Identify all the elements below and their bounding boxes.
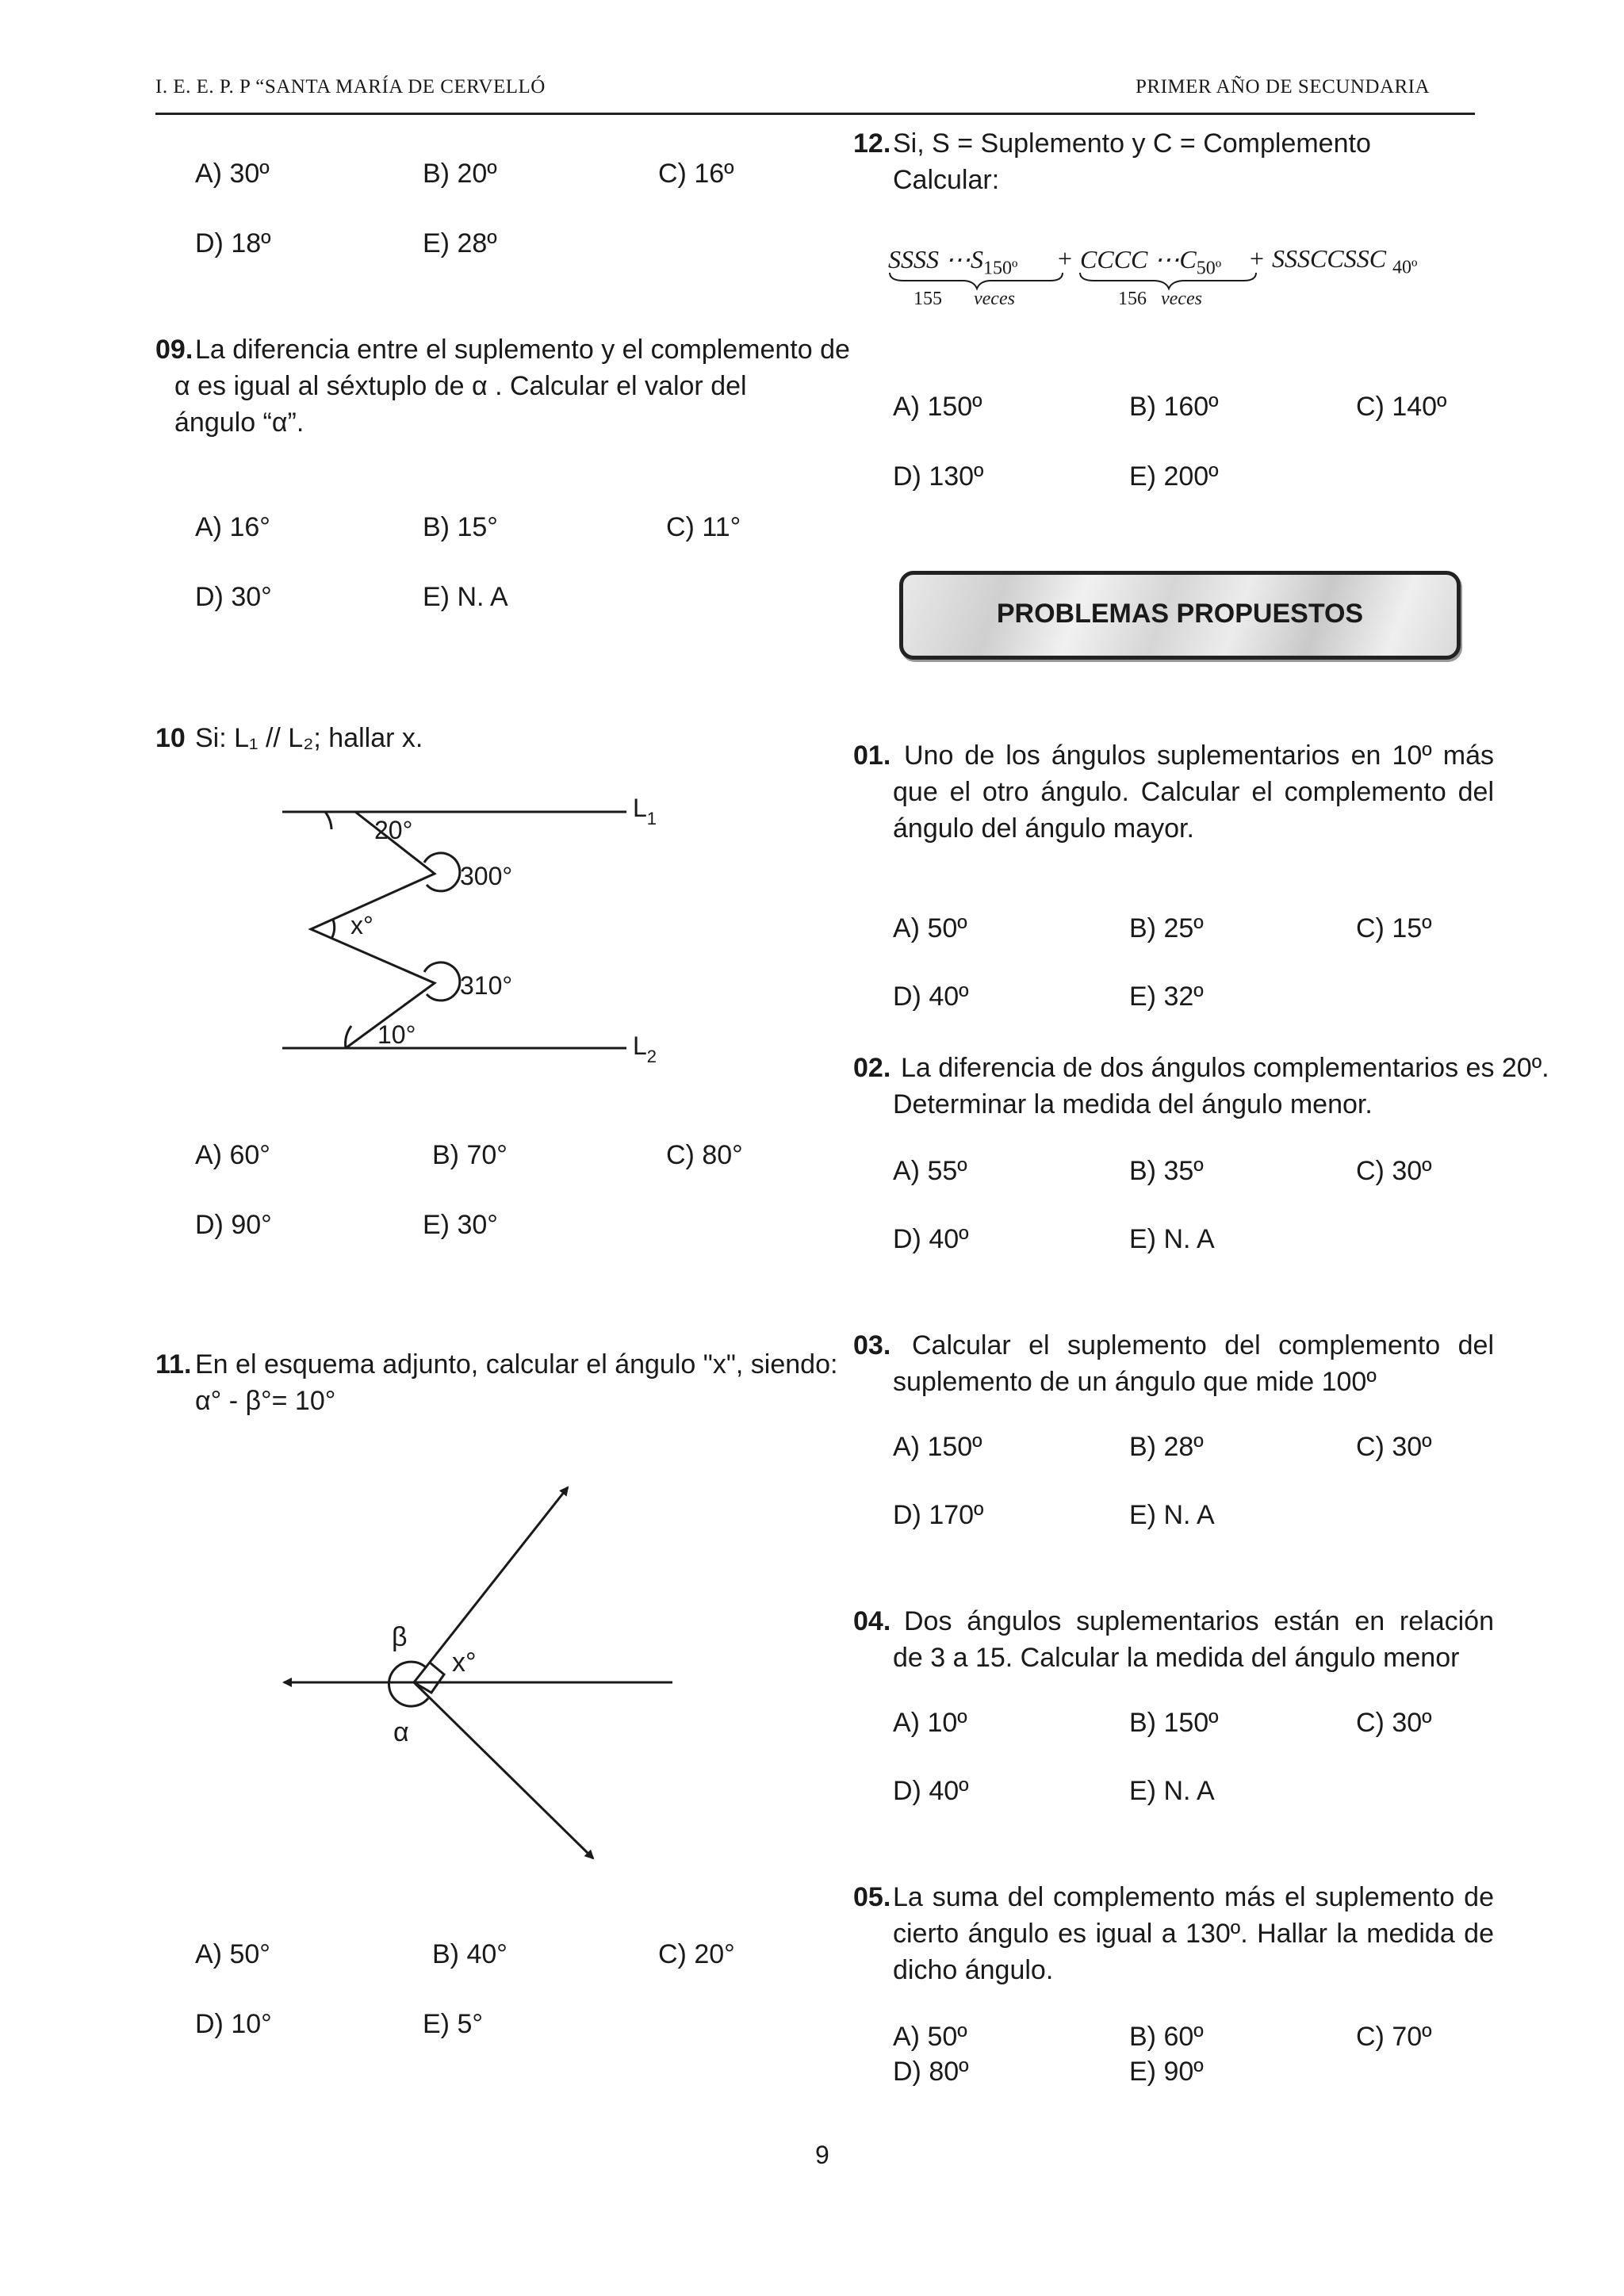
option-c: C) 16º xyxy=(658,159,734,189)
formula-c-veces: veces xyxy=(1161,289,1202,309)
option-e: E) 32º xyxy=(1129,982,1204,1012)
formula-plus-2: + xyxy=(1250,244,1265,273)
option-e: E) 200º xyxy=(1129,461,1219,492)
option-d: D) 170º xyxy=(893,1500,984,1530)
option-a: A) 30º xyxy=(195,159,270,189)
problem-number: 04. xyxy=(853,1606,891,1636)
option-d: D) 30° xyxy=(195,582,272,612)
option-d: D) 40º xyxy=(893,1776,969,1806)
option-d: D) 40º xyxy=(893,982,969,1012)
page-number: 9 xyxy=(815,2141,829,2169)
question-number: 11. xyxy=(155,1349,192,1380)
option-e: E) N. A xyxy=(1129,1776,1215,1806)
question-text-line1: En el esquema adjunto, calcular el ángulo "x", siendo: xyxy=(195,1349,838,1380)
header-school: I. E. E. P. P “SANTA MARÍA DE CERVELLÓ xyxy=(155,76,546,98)
option-e: E) 30° xyxy=(423,1210,498,1240)
option-b: B) 25º xyxy=(1129,913,1204,943)
option-c: C) 80° xyxy=(666,1140,743,1170)
option-b: B) 15° xyxy=(423,512,498,542)
option-c: C) 30º xyxy=(1356,1156,1432,1186)
question-text: Si: L₁ // L₂; hallar x. xyxy=(195,723,423,753)
option-d: D) 18º xyxy=(195,228,271,258)
question-text-line2: α es igual al séxtuplo de α . Calcular el valor del xyxy=(174,371,747,401)
option-e: E) 90º xyxy=(1129,2057,1204,2087)
question-text-line2: α° - β°= 10° xyxy=(195,1386,336,1416)
option-c: C) 15º xyxy=(1356,913,1432,943)
line-label-l1: $L_1$ xyxy=(633,794,657,828)
option-d: D) 10° xyxy=(195,2009,272,2039)
header-grade: PRIMER AÑO DE SECUNDARIA xyxy=(1136,76,1431,98)
formula-s-count: 155 xyxy=(914,289,942,309)
option-b: B) 150º xyxy=(1129,1708,1219,1738)
option-b: B) 70° xyxy=(432,1140,508,1170)
formula-plus-1: + xyxy=(1058,244,1073,273)
option-a: A) 50º xyxy=(893,2022,967,2052)
angle-label-20: 20° xyxy=(374,816,413,844)
question-text-line1: Si, S = Suplemento y C = Complemento xyxy=(893,128,1371,159)
problem-text: Dos ángulos suplementarios están en relación de 3 a 15. Calcular la medida del ángulo menor xyxy=(893,1606,1494,1673)
option-c: C) 20° xyxy=(658,1939,735,1969)
problem-text: La suma del complemento más el suplemento de cierto ángulo es igual a 130º. Hallar la medida de dicho ángulo. xyxy=(893,1882,1494,1985)
formula-s-part: SSSS $\cdots S_{150º}$ xyxy=(888,245,1018,279)
option-a: A) 55º xyxy=(893,1156,967,1186)
problem-number: 02. xyxy=(853,1053,891,1083)
problem-number: 01. xyxy=(853,740,891,771)
option-a: A) 60° xyxy=(195,1140,270,1170)
angle-label-x: x° xyxy=(350,911,373,939)
option-a: A) 16° xyxy=(195,512,270,542)
problem-text-line1: La diferencia de dos ángulos complementarios es 20º. xyxy=(901,1053,1549,1083)
option-d: D) 80º xyxy=(893,2057,969,2087)
option-c: C) 11° xyxy=(666,512,741,542)
formula-c-part: CCCC $\cdots C_{50º}$ xyxy=(1080,245,1222,279)
angle-label-alpha: α xyxy=(393,1717,409,1747)
question-number: 10 xyxy=(155,723,186,753)
option-d: D) 90° xyxy=(195,1210,272,1240)
question-text-line1: La diferencia entre el suplemento y el complemento de xyxy=(195,335,850,365)
option-b: B) 35º xyxy=(1129,1156,1204,1186)
option-d: D) 130º xyxy=(893,461,984,492)
angle-label-beta: β xyxy=(392,1622,408,1652)
option-c: C) 30º xyxy=(1356,1708,1432,1738)
angle-label-x: x° xyxy=(452,1647,477,1678)
option-b: B) 60º xyxy=(1129,2022,1204,2052)
option-b: B) 28º xyxy=(1129,1432,1204,1462)
formula-s-veces: veces xyxy=(974,289,1015,309)
option-c: C) 140º xyxy=(1356,392,1447,422)
option-a: A) 150º xyxy=(893,392,982,422)
option-e: E) N. A xyxy=(423,582,508,612)
problem-number: 05. xyxy=(853,1882,891,1912)
problem-text: Uno de los ángulos suplementarios en 10º más que el otro ángulo. Calcular el complemento del ángulo del ángulo mayor. xyxy=(893,740,1494,844)
option-b: B) 40° xyxy=(432,1939,508,1969)
option-e: E) 28º xyxy=(423,228,497,258)
option-a: A) 50º xyxy=(893,913,967,943)
problem-number: 03. xyxy=(853,1330,891,1360)
problem-text: Calcular el suplemento del complemento del suplemento de un ángulo que mide 100º xyxy=(893,1330,1494,1397)
question-text-line3: ángulo “α”. xyxy=(174,408,304,438)
option-d: D) 40º xyxy=(893,1224,969,1254)
line-label-l2: $L_2$ xyxy=(633,1031,657,1066)
option-a: A) 10º xyxy=(893,1708,967,1738)
option-a: A) 150º xyxy=(893,1432,982,1462)
question-text-line2: Calcular: xyxy=(893,165,1000,195)
angle-label-300: 300° xyxy=(460,862,513,890)
angle-label-10: 10° xyxy=(377,1020,416,1049)
option-c: C) 30º xyxy=(1356,1432,1432,1462)
formula-mixed: SSSCCSSC $_{40º}$ xyxy=(1272,244,1418,278)
option-e: E) N. A xyxy=(1129,1224,1215,1254)
formula-c-count: 156 xyxy=(1118,289,1147,309)
option-c: C) 70º xyxy=(1356,2022,1432,2052)
proposed-problems-banner xyxy=(899,571,1461,660)
question-number: 12. xyxy=(853,128,891,159)
option-b: B) 20º xyxy=(423,159,497,189)
banner-title: PROBLEMAS PROPUESTOS xyxy=(996,599,1364,629)
question-number: 09. xyxy=(155,335,193,365)
option-e: E) 5° xyxy=(423,2009,483,2039)
rays-figure xyxy=(0,0,793,1903)
option-a: A) 50° xyxy=(195,1939,270,1969)
angle-label-310: 310° xyxy=(460,971,513,1000)
problem-text-line2: Determinar la medida del ángulo menor. xyxy=(893,1089,1373,1119)
option-e: E) N. A xyxy=(1129,1500,1215,1530)
option-b: B) 160º xyxy=(1129,392,1219,422)
